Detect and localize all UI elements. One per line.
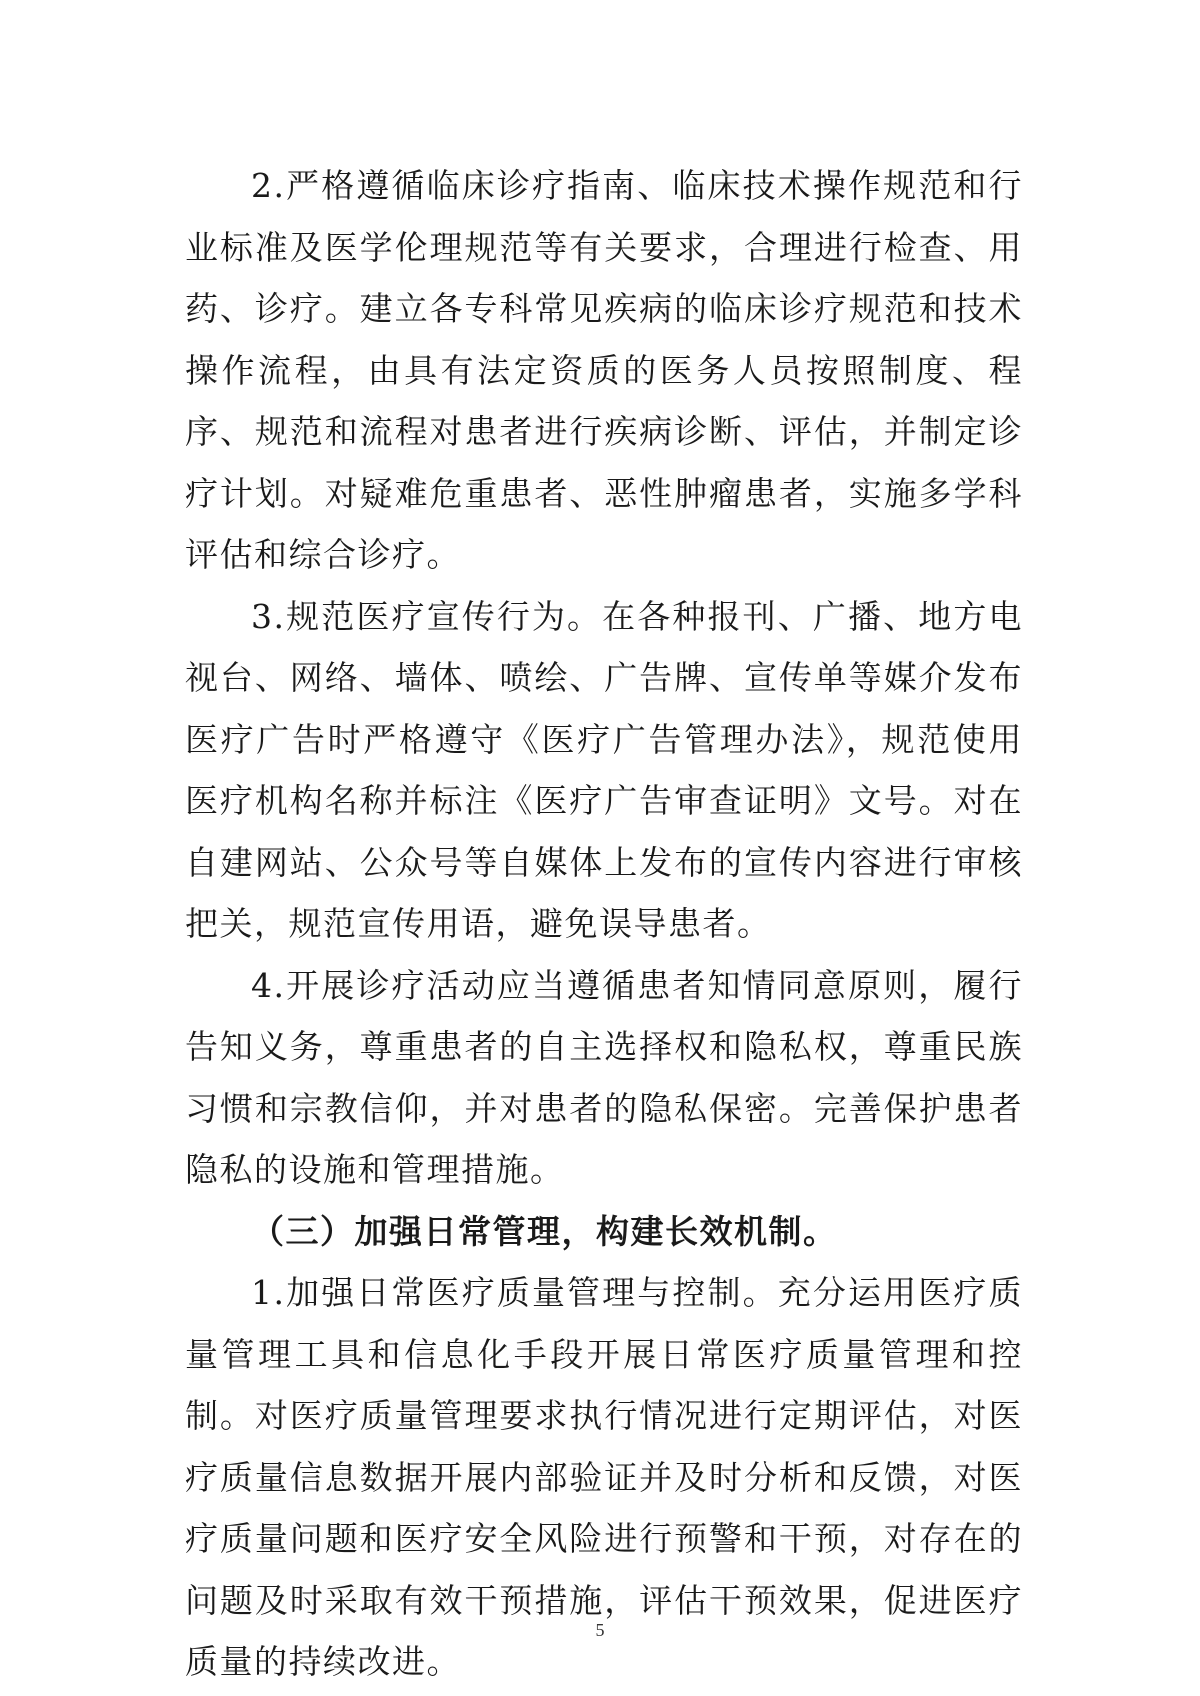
paragraph-item-4: 4.开展诊疗活动应当遵循患者知情同意原则，履行告知义务，尊重患者的自主选择权和隐私权，尊重民族习惯和宗教信仰，并对患者的隐私保密。完善保护患者隐私的设施和管理措施。 xyxy=(185,965,1023,1189)
section-heading: （三）加强日常管理，构建长效机制。 xyxy=(251,1211,838,1251)
document-body xyxy=(185,155,1023,1693)
paragraph-item-2: 2.严格遵循临床诊疗指南、临床技术操作规范和行业标准及医学伦理规范等有关要求，合理进行检查、用药、诊疗。建立各专科常见疾病的临床诊疗规范和技术操作流程，由具有法定资质的医务人员按照制度、程序、规范和流程对患者进行疾病诊断、评估，并制定诊疗计划。对疑难危重患者、恶性肿瘤患者，实施多学科评估和综合诊疗。 xyxy=(185,166,1023,574)
page-number: 5 xyxy=(595,1620,605,1640)
paragraph-item-1: 1.加强日常医疗质量管理与控制。充分运用医疗质量管理工具和信息化手段开展日常医疗质量管理和控制。对医疗质量管理要求执行情况进行定期评估，对医疗质量信息数据开展内部验证并及时分析和反馈，对医疗质量问题和医疗安全风险进行预警和干预，对存在的问题及时采取有效干预措施，评估干预效果，促进医疗质量的持续改进。 xyxy=(185,1273,1023,1681)
paragraph-item-3: 3.规范医疗宣传行为。在各种报刊、广播、地方电视台、网络、墙体、喷绘、广告牌、宣传单等媒介发布医疗广告时严格遵守《医疗广告管理办法》，规范使用医疗机构名称并标注《医疗广告审查证明》文号。对在自建网站、公众号等自媒体上发布的宣传内容进行审核把关，规范宣传用语，避免误导患者。 xyxy=(185,596,1023,943)
